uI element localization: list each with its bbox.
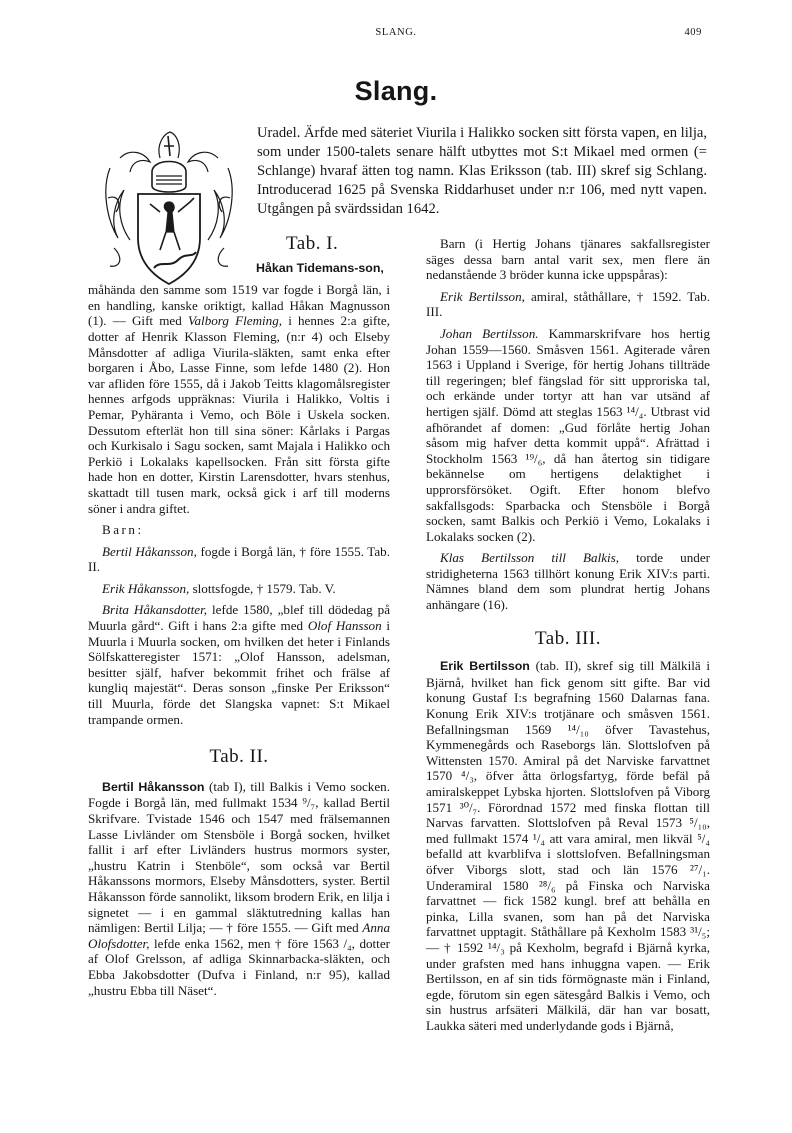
valborg-name: Valborg Fleming, bbox=[187, 313, 283, 329]
hakan-text: måhända den samme som 1519 var fogde i Borgå län, i en handling, kanske oriktigt, kallad Håkan Magnusson (1). — Gift med bbox=[88, 282, 390, 329]
intro-text: Uradel. Ärfde med säteriet Viurila i Halikko socken sitt första vapen, en lilja, som under 1500-talets senare hälft utbyttes mot S:t Mikael med ormen (= Schlange) hvaraf ätten tog namn. Klas Eriksson (tab. III) skref sig Schlang. Introducerad 1625 på Svenska Riddarhuset under n:r 106, med nytt vapen. Utgången på svärdssidan 1642. bbox=[257, 125, 707, 217]
bertil-entry bbox=[88, 779, 390, 998]
barn-label: Barn: bbox=[102, 522, 144, 538]
barn-intro-text: Barn (i Hertig Johans tjänares sakfallsregister säges dessa barn antal varit sex, men flere än nedanstående 3 bröder kunna icke uppspåras): bbox=[426, 236, 710, 283]
running-title: SLANG. bbox=[375, 27, 417, 38]
child-3-name: Brita Håkansdotter, bbox=[102, 602, 208, 618]
hakan-name: Håkan Tidemans-son, bbox=[256, 260, 384, 275]
child-2-name: Erik Håkansson, bbox=[102, 580, 190, 596]
page-number: 409 bbox=[684, 27, 702, 38]
child-3 bbox=[88, 602, 390, 727]
erik3-name: Erik Bertilsson bbox=[440, 659, 530, 674]
erik-name: Erik Bertilsson, bbox=[440, 288, 525, 304]
child-3-text: lefde 1580, „blef till dödedag på Muurla gård“. Gift i hans 2:a gifte med bbox=[88, 602, 391, 634]
left-column bbox=[88, 233, 391, 1004]
johan-entry bbox=[426, 326, 710, 544]
child-3-spouse: Olof Hansson bbox=[307, 618, 382, 634]
child-1-text: fogde i Borgå län, † före 1555. Tab. II. bbox=[88, 543, 390, 575]
klas-entry bbox=[426, 550, 710, 612]
child-2 bbox=[88, 581, 390, 597]
tab-ii-heading: Tab. II. bbox=[209, 746, 269, 768]
erik-entry bbox=[426, 289, 710, 320]
klas-name: Klas Bertilsson till Balkis, bbox=[440, 550, 620, 566]
child-1 bbox=[88, 544, 390, 575]
running-head bbox=[0, 27, 792, 43]
erik3-text: (tab. II), skref sig till Mälkilä i Bjärnå, hvilket han fick genom sitt gifte. Bar vid konung Gustaf I:s begrafning 1560 Dalarnas fana. Konung Erik XIV:s trotjänare och småsven 1561. Befallningsman 1569 ¹⁴/₁₀ öfver Tavastehus, Kymmenegårds och Raseborgs län. Slottslofven på Wittensten 1570. Amiral på det Narviske farvattnet 1570 ⁴/₃, öfver åtta örlogsfartyg, förde befäl på amiralskeppet Lybska hjorten. Slottslofven på Viborg 1571 ³⁰/₇. Förordnad 1572 med finska flottan till Narvas farvatten. Slottslofven på Reval 1573 ⁵/₁₀, med fullmakt 1574 ¹/₄ att vara amiral, men likväl ⁵/₄ befalld att kvarblifva i slottslofven. Befallningsman öfver Viborgs slott, stad och län 1576 ²⁷/₁. Underamiral 1580 ²⁸/₆ på Finska och Narviska farvattnet — fick 1582 kungl. bref att behålla en pinka, Lilla svanen, som han på det Narviska farvattnet upptagit. Ståthållare på Kexholm 1583 ³¹/₅; — † 1592 ¹⁴/₃ på Kexholm, begrafd i Bjärnå kyrka, under grafsten med hans inhuggna vapen. — Erik Bertilsson, en af sin tids förmögnaste män i Finland, egde, förutom sin egen sätesgård Balkis i Vemo, och sin hustrus arfsäteri Mälkilä, där han var bosatt, Laukka säteri med underlydande gods i Bjärnå, bbox=[426, 658, 710, 1033]
child-3-text-2: i Muurla i Muurla socken, om hvilken det heter i Finlands Sölfskatteregister 1571: „Olof Hansson, adelsman, besitter själf, hafver bekommit frihet och frälse af kungliq majestät“. Deras sonson „finske Per Eriksson“ till Muurla, förde det Slangska vapnet: S:t Mikael trampande ormen. bbox=[88, 618, 391, 727]
tab-iii-heading: Tab. III. bbox=[535, 627, 601, 649]
erik3-entry bbox=[426, 658, 710, 1033]
right-column bbox=[426, 236, 710, 1040]
johan-name: Johan Bertilsson. bbox=[440, 325, 539, 341]
klas-text: torde under stridigheterna 1563 tillhört konung Erik XIV:s parti. Nämnes bland dem som plundrat hertig Johans anhängare (16). bbox=[426, 550, 710, 613]
erik-text: amiral, ståthållare, † 1592. Tab. III. bbox=[426, 288, 710, 320]
bertil-name: Bertil Håkansson bbox=[102, 779, 205, 794]
tab-i-heading: Tab. I. bbox=[286, 233, 339, 254]
bertil-text: (tab I), till Balkis i Vemo socken. Fogde i Borgå län, med fullmakt 1534 ⁹/₇, kallad Bertil Skrifvare. Tvistade 1546 och 1547 med frälsemannen Lasse Livländer om Stensböle i Borgå socken, hvilket fallit i arf efter Livländers hustrus mormors syster, „hustru Katrin i Stenböle“, som också var Bertil Håkanssons mormors, Elseby Månsdotters, syster. Bertil Håkansson förde sannolikt, liksom brodern Erik, en lilja i signetet — i en gammal släktutredning kallas han nämligen: Bertil Lilja; — † före 1555. — Gift med bbox=[88, 778, 390, 936]
johan-text: Kammarskrifvare hos hertig Johan 1559—1560. Småsven 1561. Agiterade våren 1563 i Uppland i Sverige, för hertig Johans tillträde till regeringen; blef fängslad för sitt upproriska tal, och erkände under tortyr att han var utsänd af hertigen själf. Dömd att steglas 1563 ¹⁴/₄. Utbrast vid afhörandet af domen: „Gud förlåte hertig Johan såsom mig hafver detta kommit uppå“. Afrättad i Stockholm 1563 ¹⁹/₆, då han återtog sin tidigare bekännelse om hertigens delaktighet i upprorsförsöket. Ogift. Efter honom blefvo sakfallsgods: Sparbacka och Stensböle i Borgå socken, samt Balkis och Perkiö i Vemo, Lokalaks i Lokalaks socken (2). bbox=[426, 325, 710, 544]
page-title: Slang. bbox=[354, 76, 438, 106]
barn-intro bbox=[426, 236, 710, 283]
hakan-entry bbox=[88, 260, 390, 277]
hakan-entry-text bbox=[88, 282, 390, 516]
intro-paragraph bbox=[257, 124, 707, 219]
bertil-text-2: lefde enka 1562, men † före 1563 /₄, dotter af Olof Grelsson, af adliga Skinnarbacka-släkten, och Ebba Jakobsdotter (Dufva i Finland, n:r 95), kallad „hustru Ebba till Näset“. bbox=[88, 935, 390, 998]
child-1-name: Bertil Håkansson, bbox=[102, 543, 197, 559]
child-2-text: slottsfogde, † 1579. Tab. V. bbox=[192, 580, 336, 596]
anna-name: Anna Olofsdotter, bbox=[88, 920, 390, 951]
hakan-text-2: i hennes 2:a gifte, dotter af Henrik Klasson Fleming, (n:r 4) och Elseby Månsdotter af adliga Viurila-släkten, samt enka efter borgaren i Åbo, Lasse Finne, som lefde 1480 (2). Hon var afliden före 1555, då i Jakob Teitts klagomålsregister hennes arfgods uppräknas: Viurila i Halikko, Voltis i Pemar, Pyhäranta i Vemo, och Böle i Uskela socken. Dessutom efterlät hon till sina söner: Kårlaks i Pargas och Kurkisalo i Sagu socken, samt Majala i Halikko och Perkiö i Lokalaks kapellsocken. Från sitt första gifte hade hon en dotter, Kirstin Larensdotter, hvars stenhus, skattadt till tusen mark, också gick i arf till moderns söner i andra giftet. bbox=[88, 313, 390, 516]
